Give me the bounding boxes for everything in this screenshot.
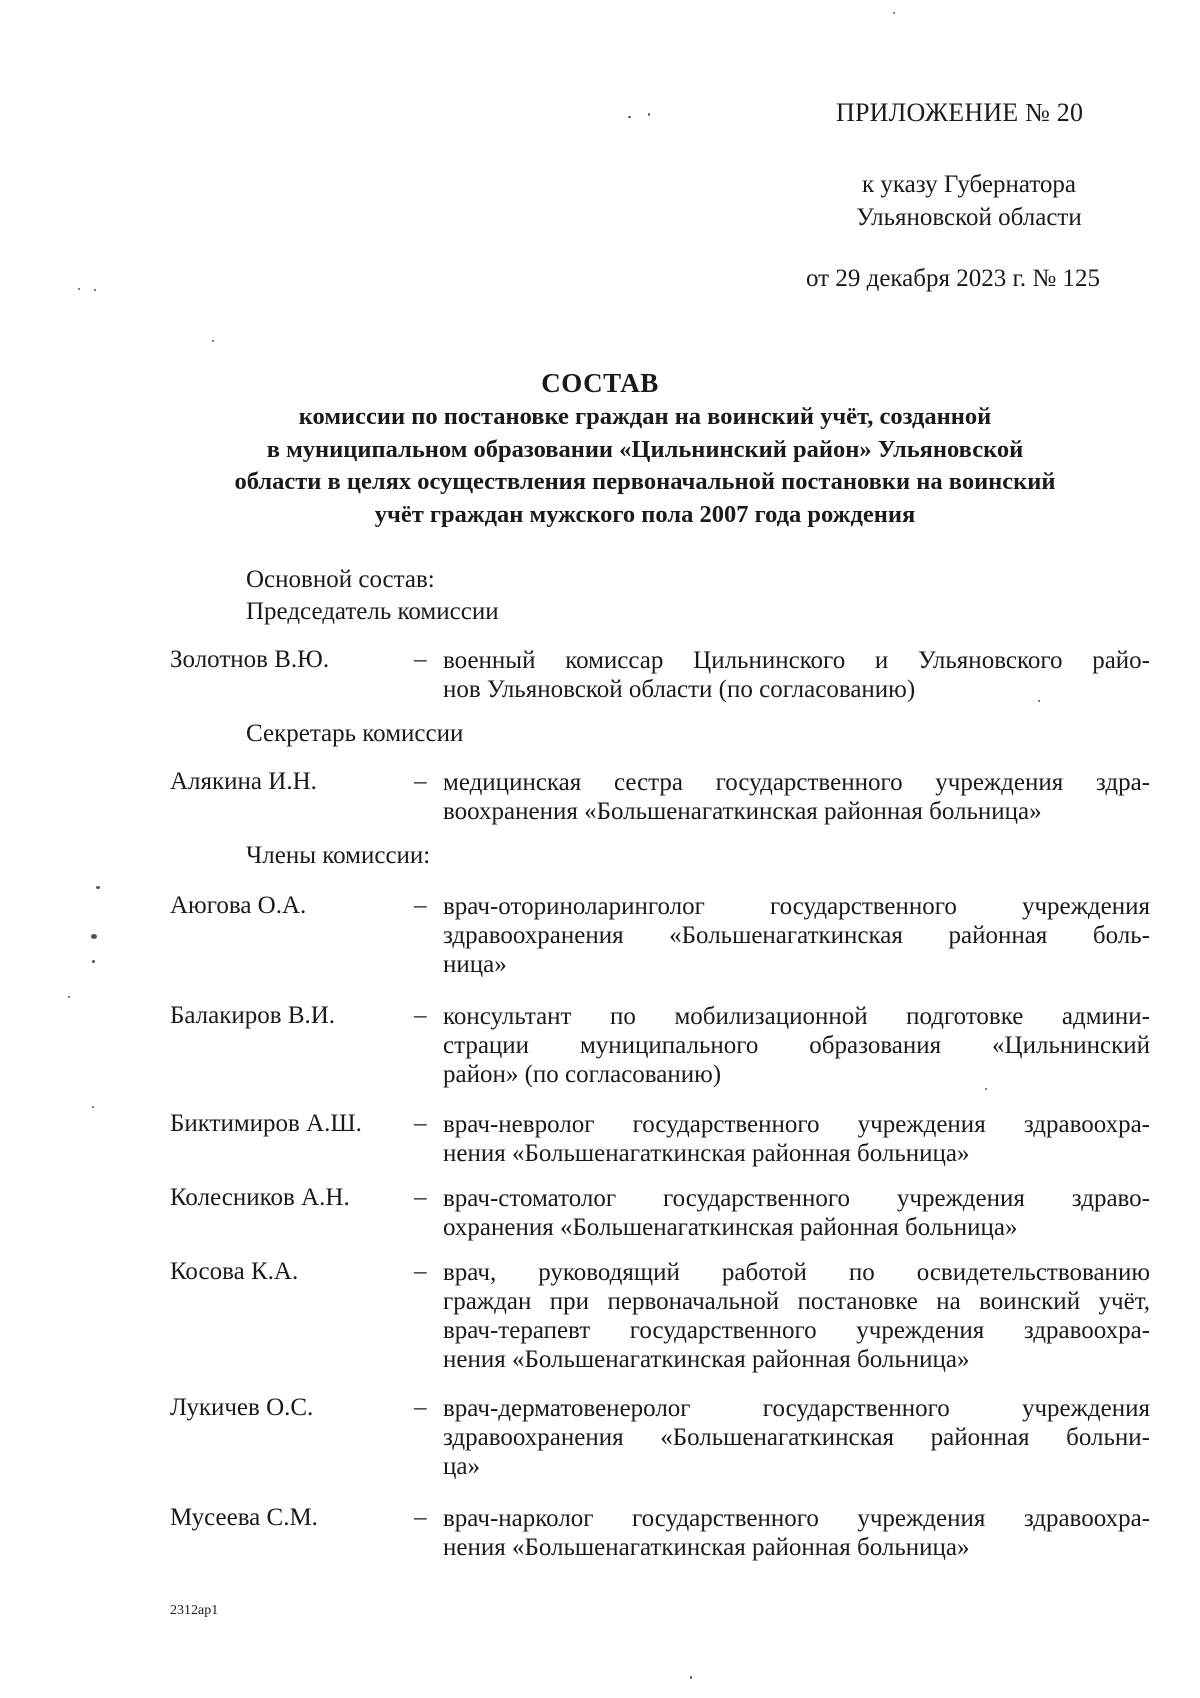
scan-speck xyxy=(648,113,650,116)
member-name: Мусеева С.М. xyxy=(170,1504,318,1531)
member-name: Колесников А.Н. xyxy=(170,1184,350,1211)
member-dash: – xyxy=(414,1258,427,1285)
document-title: СОСТАВ xyxy=(541,368,659,398)
description-line: консультант по мобилизационной подготовке админи- xyxy=(443,1003,1150,1030)
member-dash: – xyxy=(414,1184,427,1211)
member-description xyxy=(443,1258,1150,1374)
description-line: охранения «Большенагаткинская районная больница» xyxy=(443,1214,1018,1241)
description-line: страции муниципального образования «Цильнинский xyxy=(443,1032,1150,1059)
chairman-section-label: Председатель комиссии xyxy=(246,598,499,625)
decree-reference xyxy=(838,168,1100,234)
scan-speck xyxy=(92,1106,94,1108)
description-line: район» (по согласованию) xyxy=(443,1061,722,1088)
decree-date-number: от 29 декабря 2023 г. № 125 xyxy=(806,265,1101,292)
member-name: Балакиров В.И. xyxy=(170,1002,336,1029)
description-line: нения «Большенагаткинская районная больница» xyxy=(443,1140,970,1167)
member-description xyxy=(443,646,1150,704)
scan-speck xyxy=(91,934,97,939)
member-description xyxy=(443,1110,1150,1168)
members-section-label: Члены комиссии: xyxy=(246,842,431,869)
member-description xyxy=(443,1184,1150,1242)
scan-speck xyxy=(893,12,895,14)
description-line: врач-терапевт государственного учреждения здравоохра- xyxy=(443,1317,1150,1344)
document-subtitle xyxy=(150,401,1140,531)
scan-speck xyxy=(985,1088,987,1090)
scan-speck xyxy=(92,960,95,963)
appendix-label: ПРИЛОЖЕНИЕ № 20 xyxy=(836,98,1084,127)
description-line: нов Ульяновской области (по согласованию) xyxy=(443,676,916,703)
description-line: врач-невролог государственного учреждения здравоохра- xyxy=(443,1111,1150,1138)
scan-speck xyxy=(212,340,214,342)
description-line: врач-дерматовенеролог государственного учреждения xyxy=(443,1395,1150,1422)
scan-speck xyxy=(1038,700,1040,702)
description-line: здравоохранения «Большенагаткинская районная боль- xyxy=(443,922,1150,949)
decree-reference-line-2: Ульяновской области xyxy=(856,204,1082,231)
member-name: Косова К.А. xyxy=(170,1258,299,1285)
member-dash: – xyxy=(414,646,427,673)
description-line: врач-оториноларинголог государственного учреждения xyxy=(443,893,1150,920)
secretary-section-label: Секретарь комиссии xyxy=(246,720,464,747)
member-name: Алякина И.Н. xyxy=(170,768,317,795)
scan-speck xyxy=(96,886,100,889)
member-description xyxy=(443,1504,1150,1562)
description-line: нения «Большенагаткинская районная больница» xyxy=(443,1534,970,1561)
description-line: ница» xyxy=(443,951,507,978)
member-name: Биктимиров А.Ш. xyxy=(170,1110,362,1137)
description-line: здравоохранения «Большенагаткинская районная больни- xyxy=(443,1424,1150,1451)
decree-reference-line-1: к указу Губернатора xyxy=(861,171,1077,198)
member-dash: – xyxy=(414,1504,427,1531)
description-line: нения «Большенагаткинская районная больница» xyxy=(443,1346,970,1373)
subtitle-line: комиссии по постановке граждан на воинский учёт, созданной xyxy=(298,403,992,430)
description-line: врач, руководящий работой по освидетельствованию xyxy=(443,1259,1150,1286)
document-code: 2312ap1 xyxy=(170,1603,219,1618)
description-line: медицинская сестра государственного учреждения здра- xyxy=(443,769,1150,796)
scan-speck xyxy=(628,116,631,118)
scan-speck xyxy=(94,289,96,291)
member-description xyxy=(443,892,1150,979)
member-description xyxy=(443,768,1150,826)
scan-speck xyxy=(78,288,80,290)
member-dash: – xyxy=(414,1110,427,1137)
description-line: воохранения «Большенагаткинская районная больница» xyxy=(443,798,1042,825)
description-line: врач-стоматолог государственного учреждения здраво- xyxy=(443,1185,1150,1212)
description-line: граждан при первоначальной постановке на воинский учёт, xyxy=(443,1288,1150,1315)
member-dash: – xyxy=(414,892,427,919)
description-line: военный комиссар Цильнинского и Ульяновского райо- xyxy=(443,647,1150,674)
subtitle-line: в муниципальном образовании «Цильнинский район» Ульяновской xyxy=(266,435,1024,463)
member-name: Аюгова О.А. xyxy=(170,892,307,919)
member-description xyxy=(443,1002,1150,1089)
main-composition-label: Основной состав: xyxy=(246,566,435,593)
member-dash: – xyxy=(414,1002,427,1029)
member-name: Золотнов В.Ю. xyxy=(170,646,330,673)
member-dash: – xyxy=(414,1394,427,1421)
subtitle-line: области в целях осуществления первоначальной постановки на воинский xyxy=(234,468,1056,495)
scan-speck xyxy=(690,1676,692,1679)
member-description xyxy=(443,1394,1150,1481)
member-dash: – xyxy=(414,768,427,795)
description-line: ца» xyxy=(443,1453,480,1480)
member-name: Лукичев О.С. xyxy=(170,1394,314,1421)
description-line: врач-нарколог государственного учреждения здравоохра- xyxy=(443,1505,1150,1532)
subtitle-line: учёт граждан мужского пола 2007 года рождения xyxy=(374,500,916,528)
scan-speck xyxy=(68,996,70,998)
